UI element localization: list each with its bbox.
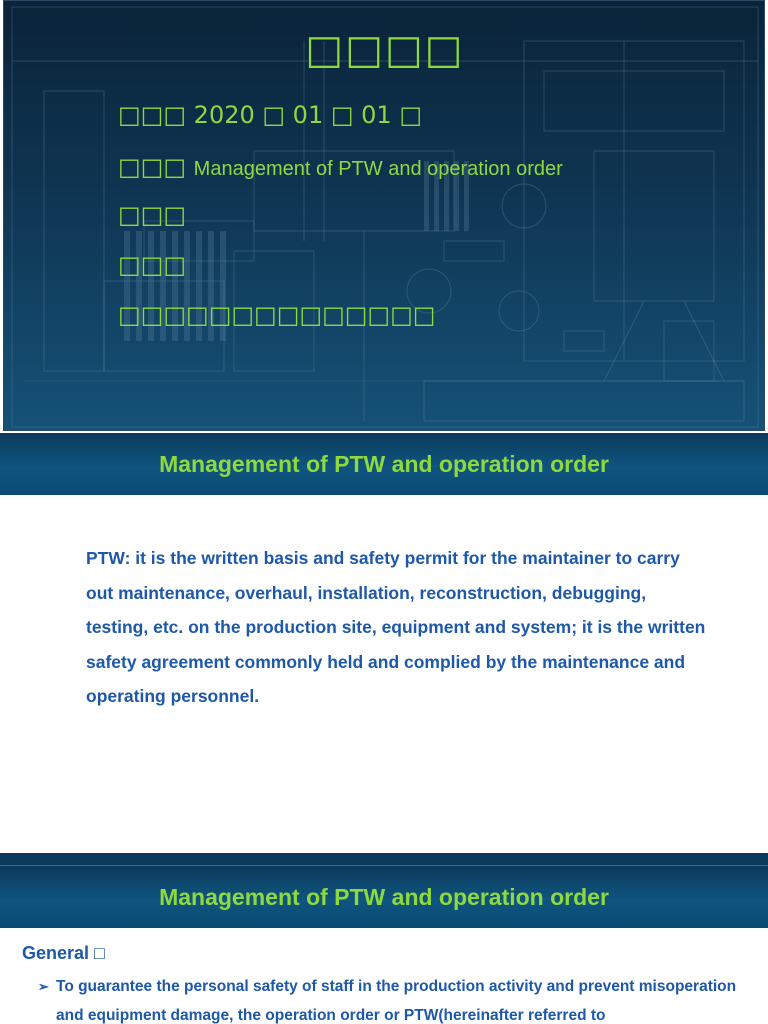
bullet-item (38, 972, 748, 1024)
topic-line (118, 153, 563, 181)
info-line-4: □□□ (118, 251, 187, 279)
topic-label: □□□ (118, 153, 187, 181)
slide3-header-title: Management of PTW and operation order (159, 883, 609, 910)
info-line-3: □□□ (118, 201, 187, 229)
slide-title: □□□□ (305, 27, 465, 73)
bullet-text: To guarantee the personal safety of staff in the production activity and prevent misoperation and equipment damage, the operation order or PTW(hereinafter referred to (56, 978, 737, 1024)
ptw-definition: PTW: it is the written basis and safety permit for the maintainer to carry out maintenance, overhaul, installation, reconstruction, debugging, testing, etc. on the production site, equipment and system; it is the written safety agreement commonly held and complied by the maintenance and operating personnel. (86, 548, 706, 706)
arrow-bullet-icon: ➢ (38, 979, 49, 994)
topic-value: Management of PTW and operation order (193, 158, 563, 180)
date-label: □□□ (118, 101, 187, 129)
date-line (118, 101, 422, 129)
title-slide (3, 0, 765, 431)
slide2-header-bar (0, 433, 768, 495)
date-value: 2020 □ 01 □ 01 □ (193, 101, 422, 129)
slide3-top-strip (0, 853, 768, 866)
slide3-header-bar (0, 866, 768, 928)
info-line-5: □□□□□□□□□□□□□□ (118, 301, 436, 329)
slide2-header-title: Management of PTW and operation order (159, 450, 609, 477)
general-heading: General □ (22, 943, 105, 963)
